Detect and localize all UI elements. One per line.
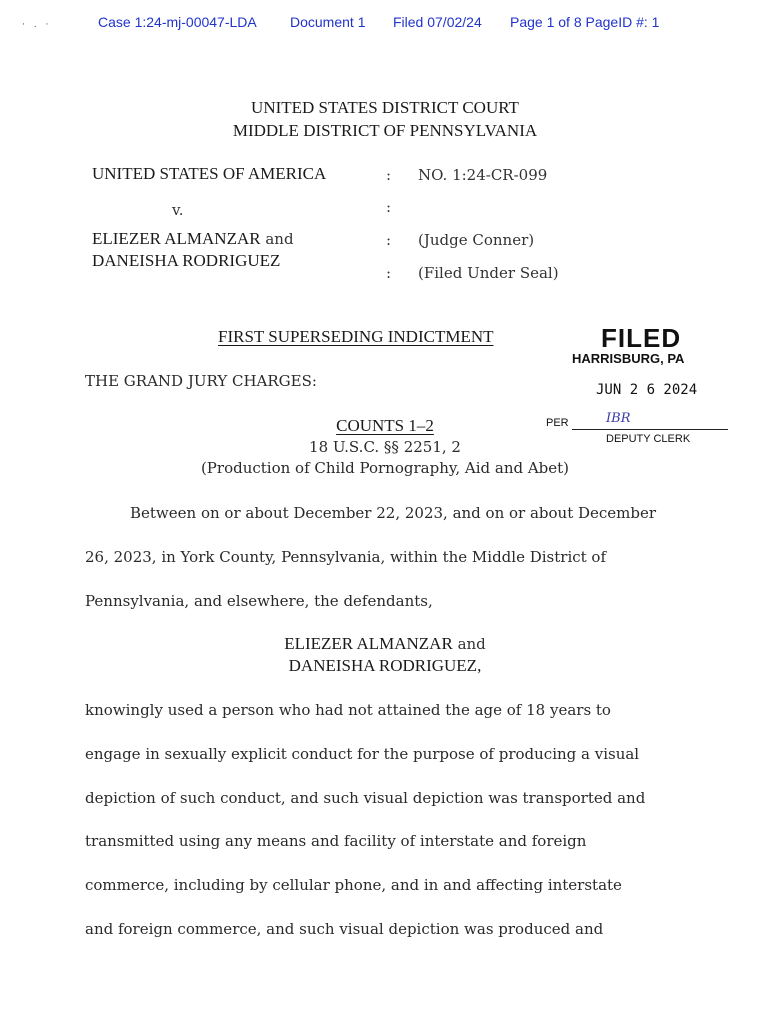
- para2-line1: knowingly used a person who had not attained the age of 18 years to: [85, 701, 611, 719]
- caption-versus: v.: [172, 201, 184, 219]
- counts-description: (Production of Child Pornography, Aid and Abet): [200, 459, 570, 477]
- filed-under-seal: (Filed Under Seal): [418, 264, 559, 282]
- caption-colon-2: :: [386, 198, 392, 216]
- para1-line2: 26, 2023, in York County, Pennsylvania, within the Middle District of: [85, 548, 607, 566]
- para2-line6: and foreign commerce, and such visual depiction was produced and: [85, 920, 604, 938]
- defendant-1-and: and: [260, 230, 294, 248]
- para1-line3: Pennsylvania, and elsewhere, the defendants,: [85, 592, 433, 610]
- caption-colon-4: :: [386, 264, 392, 282]
- defendant-name-2-text: DANEISHA RODRIGUEZ: [288, 656, 478, 675]
- defendant-name-1-text: ELIEZER ALMANZAR: [284, 634, 453, 653]
- para2-line5: commerce, including by cellular phone, and in and affecting interstate: [85, 876, 622, 894]
- defendant-1-name: ELIEZER ALMANZAR: [92, 229, 261, 248]
- para1-line1: Between on or about December 22, 2023, and on or about December: [130, 504, 657, 522]
- court-district: MIDDLE DISTRICT OF PENNSYLVANIA: [232, 121, 538, 140]
- caption-defendant-1: [92, 229, 294, 249]
- clerk-initials: IBR: [606, 411, 631, 426]
- defendant-name-2: [0, 656, 770, 676]
- para2-line3: depiction of such conduct, and such visual depiction was transported and: [85, 789, 646, 807]
- filed-stamp-date: JUN 2 6 2024: [596, 382, 698, 398]
- caption-plaintiff: UNITED STATES OF AMERICA: [92, 164, 327, 183]
- caption-colon-1: :: [386, 166, 392, 184]
- scan-specks: · . ·: [22, 20, 52, 30]
- document-title: FIRST SUPERSEDING INDICTMENT: [218, 327, 494, 346]
- filed-stamp-label: FILED: [601, 323, 682, 353]
- grand-jury-charges: THE GRAND JURY CHARGES:: [85, 372, 317, 390]
- counts-statute: 18 U.S.C. §§ 2251, 2: [309, 438, 461, 456]
- filed-stamp-per: PER: [546, 417, 569, 429]
- para2-line4: transmitted using any means and facility of interstate and foreign: [85, 832, 587, 850]
- case-number: NO. 1:24-CR-099: [418, 166, 548, 184]
- caption-colon-3: :: [386, 231, 392, 249]
- filed-stamp-deputy-clerk: DEPUTY CLERK: [606, 433, 691, 445]
- defendant-name-1-and: and: [452, 635, 486, 653]
- header-page-info: Page 1 of 8 PageID #: 1: [510, 14, 660, 30]
- header-case-number: Case 1:24-mj-00047-LDA: [98, 14, 257, 30]
- defendant-name-1: [0, 634, 770, 654]
- para2-line2: engage in sexually explicit conduct for the purpose of producing a visual: [85, 745, 640, 763]
- filed-stamp-city: HARRISBURG, PA: [572, 351, 685, 366]
- defendant-name-2-comma: ,: [477, 656, 482, 675]
- counts-heading: COUNTS 1–2: [336, 416, 434, 435]
- court-name: UNITED STATES DISTRICT COURT: [251, 98, 519, 117]
- caption-defendant-2: DANEISHA RODRIGUEZ: [92, 251, 281, 270]
- header-document-number: Document 1: [290, 14, 366, 30]
- judge-name: (Judge Conner): [418, 231, 535, 249]
- counts-heading-wrap: [0, 416, 770, 436]
- header-filed-date: Filed 07/02/24: [393, 14, 482, 30]
